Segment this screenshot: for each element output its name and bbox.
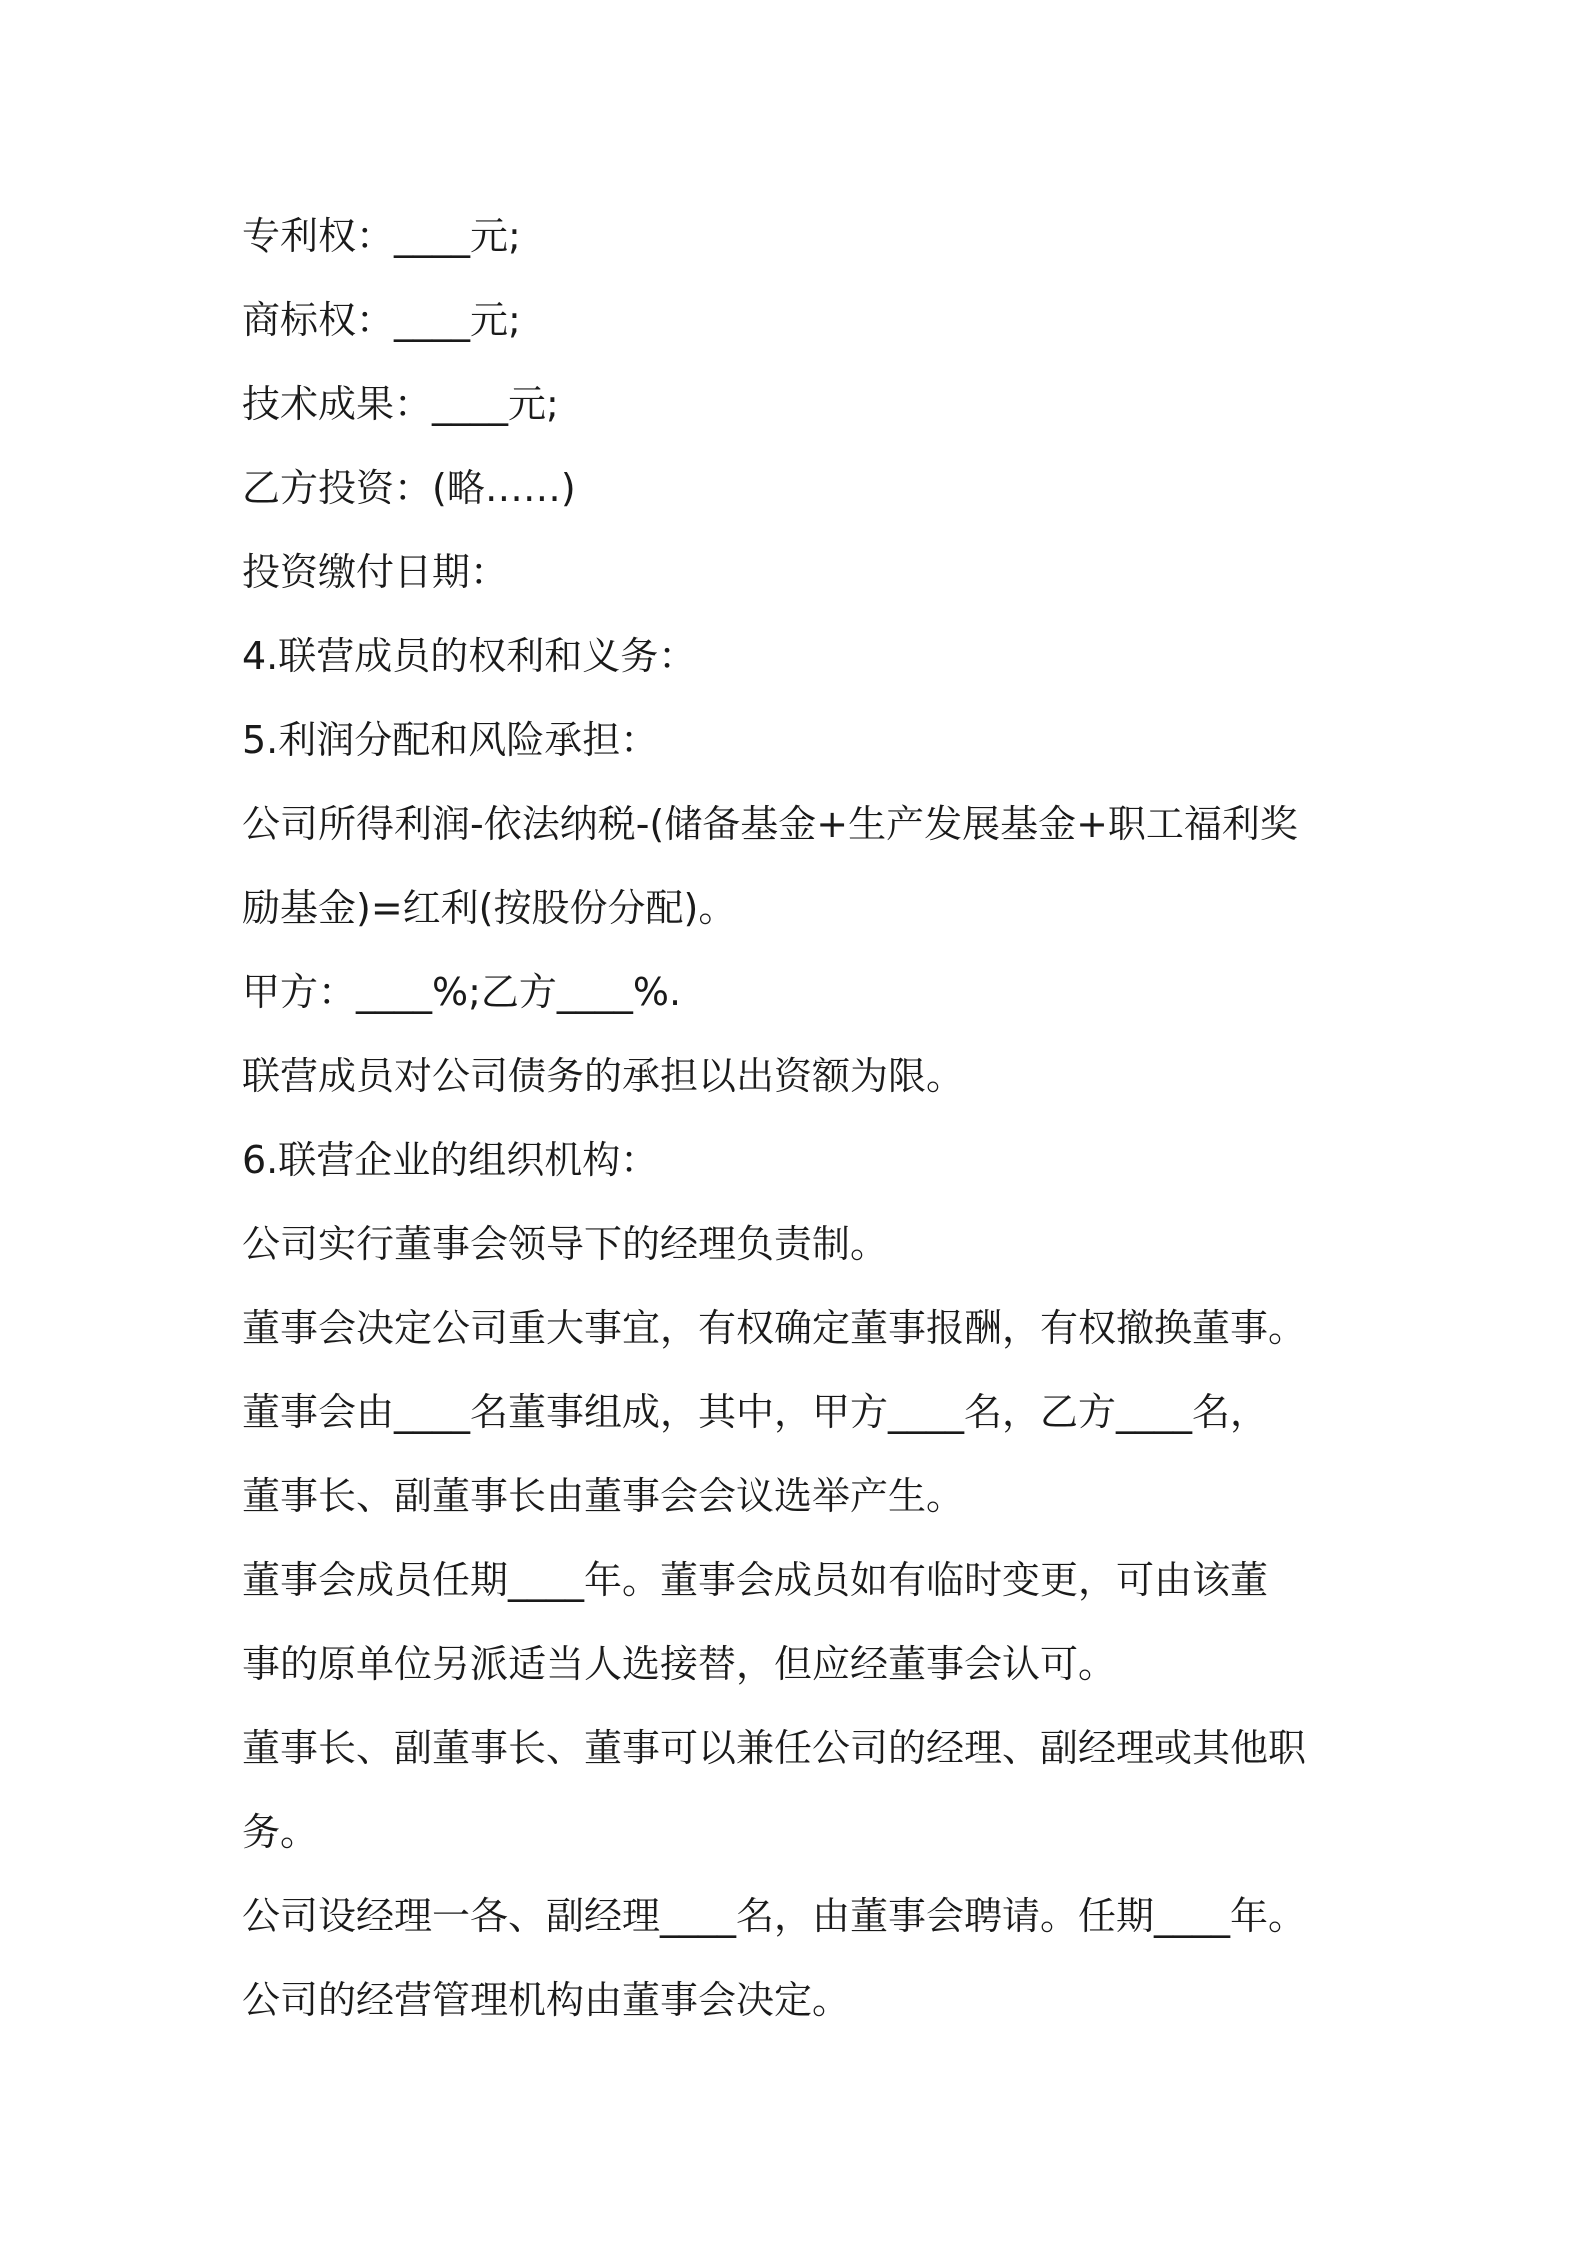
text-line-board-term-2: 事的原单位另派适当人选接替，但应经董事会认可。 (242, 1642, 1117, 1686)
text-line-concurrent-roles-2: 务。 (242, 1810, 319, 1854)
text-line-manager-system: 公司实行董事会领导下的经理负责制。 (242, 1222, 889, 1266)
text-line-patent: 专利权：____元; (242, 214, 521, 258)
text-line-payment-date: 投资缴付日期： (242, 550, 509, 594)
text-line-profit-formula-2: 励基金)=红利(按股份分配)。 (242, 886, 737, 930)
text-line-board-term-1: 董事会成员任期____年。董事会成员如有临时变更，可由该董 (242, 1558, 1269, 1602)
text-line-party-b-investment: 乙方投资：(略……) (242, 466, 576, 510)
text-line-liability: 联营成员对公司债务的承担以出资额为限。 (242, 1054, 965, 1098)
text-line-concurrent-roles-1: 董事长、副董事长、董事可以兼任公司的经理、副经理或其他职 (242, 1726, 1307, 1770)
text-line-chairman-election: 董事长、副董事长由董事会会议选举产生。 (242, 1474, 965, 1518)
text-line-trademark: 商标权：____元; (242, 298, 521, 342)
document-body (242, 194, 1372, 2042)
text-line-share-ratio: 甲方：____%;乙方____%. (242, 970, 682, 1014)
text-line-board-composition: 董事会由____名董事组成，其中，甲方____名，乙方____名， (242, 1390, 1269, 1434)
text-line-manager-appointment: 公司设经理一各、副经理____名，由董事会聘请。任期____年。 (242, 1894, 1307, 1938)
text-line-board-powers: 董事会决定公司重大事宜，有权确定董事报酬，有权撤换董事。 (242, 1306, 1307, 1350)
text-line-profit-formula-1: 公司所得利润-依法纳税-(储备基金+生产发展基金+职工福利奖 (242, 802, 1298, 846)
text-line-tech-results: 技术成果：____元; (242, 382, 559, 426)
section-heading-profit: 5.利润分配和风险承担： (242, 718, 659, 762)
text-line-management-structure: 公司的经营管理机构由董事会决定。 (242, 1978, 851, 2022)
section-heading-organization: 6.联营企业的组织机构： (242, 1138, 659, 1182)
section-heading-rights: 4.联营成员的权利和义务： (242, 634, 697, 678)
